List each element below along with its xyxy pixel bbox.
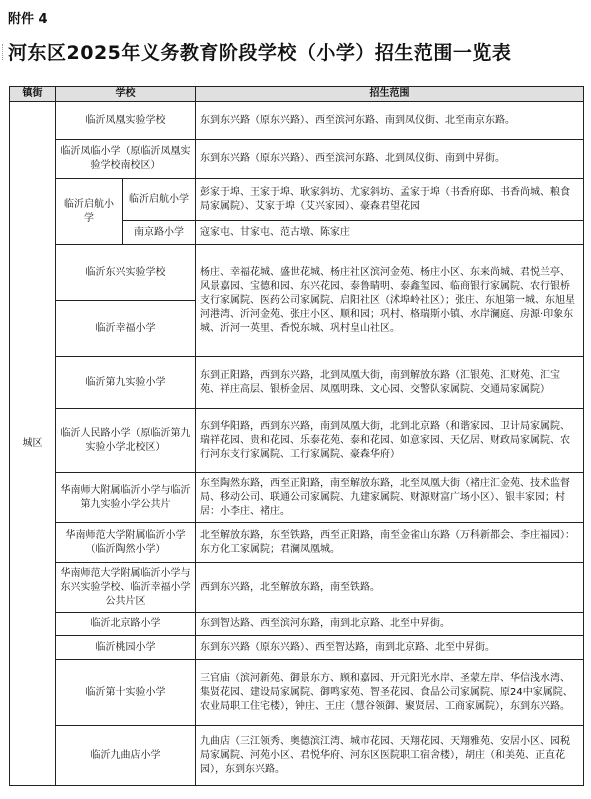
table-row [10,613,584,636]
school-cell: 临沂第九实验小学 [56,357,196,409]
school-cell: 临沂北京路小学 [56,613,196,636]
range-cell: 北至解放东路，东至铁路，西至正阳路，南至金雀山东路（万科新都会、李庄福园）：东方化工家属院；君澜凤凰城。 [196,523,584,563]
header-town: 镇街 [10,87,56,102]
range-cell: 西到东兴路，北至解放东路，南至铁路。 [196,563,584,613]
range-cell: 九曲店（三江领秀、奥德滨江湾、城市花园、天翔花园、天翔雅苑、安居小区、园税局家属院、河苑小区、君悦华府、河东区医院职工宿舍楼），胡庄（和美苑、正直花园），东到东兴路。 [196,726,584,786]
range-cell: 杨庄、幸福花城、盛世花城、杨庄社区滨河金苑、杨庄小区、东来尚城、君悦兰亭、风景嘉园、宝德和园、东兴花园、泰鲁睛明、泰鑫玺园、临商银行家属院、农行银桥支行家属院、医药公司家属院、启阳社区（沭埠岭社区）；张庄、东旭第一城、东旭星河港湾、沂河金苑、张庄小区、顺和园；巩村、格瑞斯小镇、水岸澜庭、房源·印象东城、沂河一英里、香悦东城、巩村皇山社区。 [196,245,584,357]
school-cell: 华南师范大学附属临沂小学（临沂陶然小学） [56,523,196,563]
table-row [10,140,584,179]
attachment-label: 附件 4 [8,12,48,27]
enrollment-table [9,86,584,786]
header-range: 招生范围 [196,87,584,102]
school-cell: 华南师大附属临沂小学与临沂第九实验小学公共片 [56,473,196,523]
school-cell: 临沂人民路小学（原临沂第九实验小学北校区） [56,409,196,473]
table-row [10,357,584,409]
margin-marker [2,44,5,60]
range-cell: 东到正阳路，西到东兴路，北到凤凰大街，南到解放东路（汇银苑、汇财苑、汇宝苑、祥庄高层、银桥金居、凤凰明珠、文心园、交警队家属院、交通局家属院） [196,357,584,409]
table-row [10,523,584,563]
range-cell: 东到智达路、西至滨河东路，南到北京路、北至中昇街。 [196,613,584,636]
table-row [10,660,584,726]
table-row [10,563,584,613]
range-cell: 东到东兴路（原东兴路）、西至滨河东路、北到凤仪街、南到中昇街。 [196,140,584,179]
school-cell: 临沂凤临小学（原临沂凤凰实验学校南校区） [56,140,196,179]
table-row [10,409,584,473]
school-cell: 临沂幸福小学 [56,301,196,357]
table-row [10,636,584,660]
school-cell: 临沂桃园小学 [56,636,196,660]
range-cell: 东至陶然东路，西至正阳路，南至解放东路，北至凤凰大街（褚庄汇金苑、技术监督局、移动公司、联通公司家属院、九建家属院、财源财富广场小区）、银丰家园；村居：小李庄、褚庄。 [196,473,584,523]
school-cell: 临沂东兴实验学校 [56,245,196,301]
range-cell: 东到东兴路（原东兴路）、西至滨河东路、南到凤仪街、北至南京东路。 [196,102,584,140]
school-cell: 临沂凤凰实验学校 [56,102,196,140]
table-row [10,473,584,523]
table-row [10,726,584,786]
school-cell: 临沂第十实验小学 [56,660,196,726]
sub-school-cell: 临沂启航小学 [123,179,196,221]
header-school: 学校 [56,87,196,102]
town-cell: 城区 [10,102,56,786]
table-row [10,179,584,221]
range-cell: 彭家于埠、王家于埠、耿家斜坊、尤家斜坊、孟家于埠（书香府邸、书香尚城、粮食局家属院）、艾家于埠（艾兴家园）、豪森君望花园 [196,179,584,221]
sub-school-cell: 南京路小学 [123,221,196,245]
school-cell: 临沂九曲店小学 [56,726,196,786]
range-cell: 东到华阳路，西到东兴路，南到凤凰大街，北到北京路（和谐家园、卫计局家属院、瑞祥花园、贵和花园、乐泰花苑、泰和花园、如意家园、天亿居、财政局家属院、农行河东支行家属院、工行家属院、豪森华府） [196,409,584,473]
range-cell: 东到东兴路（原东兴路）、西至智达路，南到北京路、北至中昇街。 [196,636,584,660]
table-row [10,245,584,301]
school-cell: 华南师范大学附属临沂小学与东兴实验学校、临沂幸福小学公共片区 [56,563,196,613]
range-cell: 三官庙（滨河新苑、御景东方、顾和嘉园、开元阳光水岸、圣蒙左岸、华信浅水湾、集贤花园、建设局家属院、御鸣家苑、智圣花园、食品公司家属院、原24中家属院、农业局职工住宅楼），钟庄、王庄（慧谷领御、聚贤居、工商家属院），东到东兴路。 [196,660,584,726]
table-row [10,102,584,140]
table-header-row [10,87,584,102]
school-group-cell: 临沂启航小学 [56,179,123,245]
range-cell: 寇家屯、甘家屯、范古墩、陈家庄 [196,221,584,245]
page-title: 河东区2025年义务教育阶段学校（小学）招生范围一览表 [8,42,512,64]
